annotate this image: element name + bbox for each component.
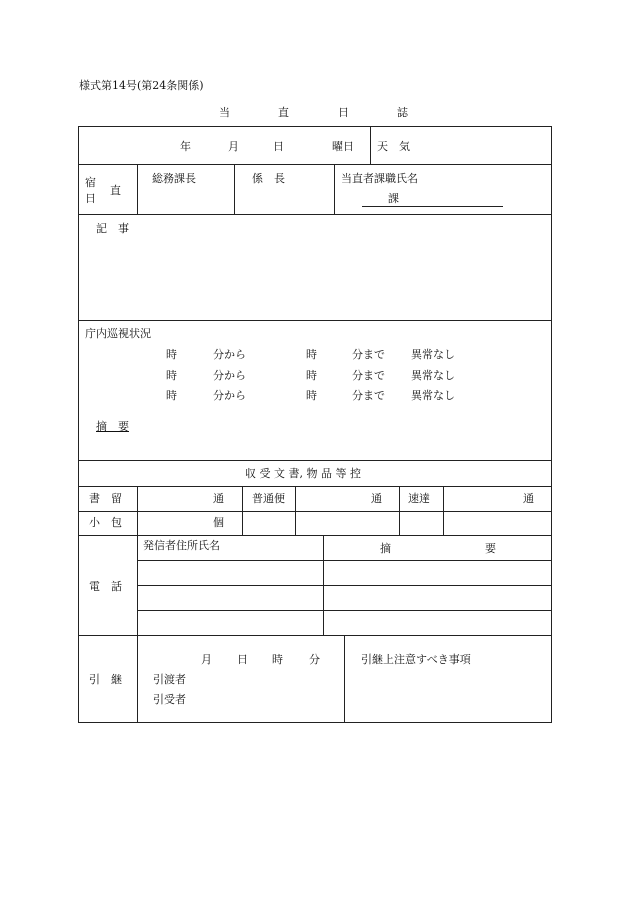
registered-count-unit: 通 (213, 492, 224, 505)
patrol-hour2: 時 (306, 389, 317, 402)
col-divider (370, 126, 371, 164)
row-divider (78, 214, 552, 215)
date-day: 日 (273, 140, 284, 153)
col-divider (137, 164, 138, 214)
col-divider (443, 486, 444, 535)
parcel-count-unit: 個 (213, 516, 224, 529)
title-char-3: 日 (338, 106, 349, 119)
col-divider (234, 164, 235, 214)
patrol-to: 分まで (352, 348, 385, 361)
phone-summary-header-1: 摘 (380, 542, 391, 555)
col-divider (399, 486, 400, 535)
row-divider (78, 460, 552, 461)
row-divider (78, 511, 552, 512)
patrol-from: 分から (213, 369, 246, 382)
patrol-hour: 時 (166, 348, 177, 361)
parcel-label: 小 包 (89, 516, 122, 529)
form-frame (78, 126, 552, 723)
general-affairs-chief: 総務課長 (152, 172, 196, 185)
patrol-hour: 時 (166, 369, 177, 382)
handover-minute: 分 (309, 653, 320, 666)
ka-label: 課 (388, 192, 399, 205)
col-divider (295, 486, 296, 535)
patrol-hour2: 時 (306, 348, 317, 361)
patrol-from: 分から (213, 348, 246, 361)
handover-day: 日 (237, 653, 248, 666)
patrol-status: 異常なし (411, 369, 455, 382)
ordinary-count-unit: 通 (371, 492, 382, 505)
patrol-hour: 時 (166, 389, 177, 402)
patrol-from: 分から (213, 389, 246, 402)
title-char-2: 直 (278, 106, 289, 119)
title-char-1: 当 (219, 106, 230, 119)
weather-label: 天 気 (377, 140, 410, 153)
row-divider (78, 635, 552, 636)
patrol-to: 分まで (352, 369, 385, 382)
handover-hour: 時 (272, 653, 283, 666)
col-divider (344, 635, 345, 723)
handover-notes-label: 引継上注意すべき事項 (361, 653, 471, 666)
col-divider (137, 486, 138, 723)
signature-line (362, 206, 503, 207)
patrol-label: 庁内巡視状況 (85, 327, 151, 340)
row-divider (78, 164, 552, 165)
express-count-unit: 通 (523, 492, 534, 505)
summary-label: 摘 要 (96, 420, 129, 433)
date-month: 月 (228, 140, 239, 153)
row-divider (78, 486, 552, 487)
patrol-hour2: 時 (306, 369, 317, 382)
receipt-title: 収 受 文 書, 物 品 等 控 (245, 467, 361, 480)
row-divider (78, 535, 552, 536)
row-divider (137, 560, 552, 561)
phone-summary-header-2: 要 (485, 542, 496, 555)
col-divider (334, 164, 335, 214)
duty-label-top: 宿 (85, 176, 96, 189)
form-number: 様式第14号(第24条関係) (79, 79, 204, 92)
date-weekday: 曜日 (332, 140, 354, 153)
row-divider (137, 610, 552, 611)
handover-receiver: 引受者 (153, 693, 186, 706)
row-divider (137, 585, 552, 586)
registered-mail-label: 書 留 (89, 492, 122, 505)
patrol-status: 異常なし (411, 389, 455, 402)
express-label: 速達 (408, 492, 430, 505)
duty-label-side: 直 (110, 184, 121, 197)
phone-label: 電 話 (89, 580, 122, 593)
notes-label: 記 事 (96, 222, 129, 235)
patrol-to: 分まで (352, 389, 385, 402)
section-chief: 係 長 (252, 172, 285, 185)
col-divider (242, 486, 243, 535)
officer-name-label: 当直者課職氏名 (341, 172, 418, 185)
duty-label-bottom: 日 (85, 192, 96, 205)
row-divider (78, 320, 552, 321)
sender-header: 発信者住所氏名 (143, 539, 220, 552)
title-char-4: 誌 (397, 106, 408, 119)
patrol-status: 異常なし (411, 348, 455, 361)
handover-giver: 引渡者 (153, 673, 186, 686)
col-divider (323, 535, 324, 635)
handover-label: 引 継 (89, 673, 122, 686)
ordinary-mail-label: 普通便 (252, 492, 285, 505)
date-year: 年 (180, 140, 191, 153)
handover-month: 月 (201, 653, 212, 666)
